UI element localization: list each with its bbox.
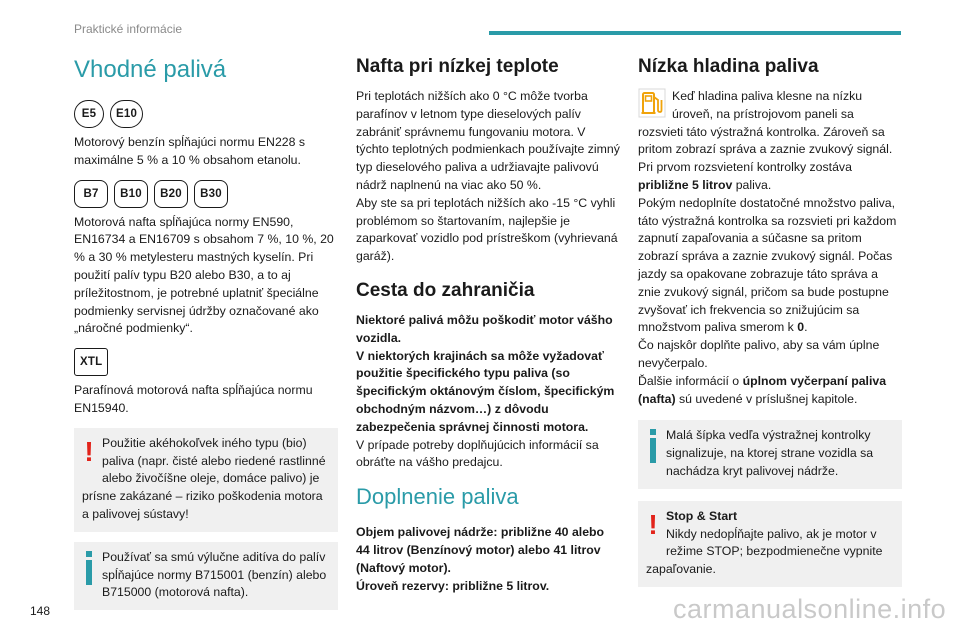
heading-suitable-fuels: Vhodné palivá — [74, 56, 227, 83]
info-icon — [82, 551, 96, 587]
fuel-label-e10: E10 — [110, 100, 143, 128]
text-low-fuel-p5 — [638, 373, 902, 409]
fuel-label-b30: B30 — [194, 180, 228, 208]
warning-text-biofuel: Použitie akéhokoľvek iného typu (bio) paliva (napr. čisté alebo riedené rastlinné alebo živočíšne oleje, domáce palivo) je prísne zakázané – riziko poškodenia motora a palivovej sústavy! — [82, 435, 326, 521]
column-low-fuel — [638, 52, 902, 595]
info-text-additives: Používať sa smú výlučne aditíva do palív spĺňajúce normy B715001 (benzín) alebo B715000 (motorová nafta). — [102, 549, 327, 600]
text-fragment: Pokým nedoplníte dostatočné množstvo paliva, táto výstražná kontrolka sa rozsvieti pri každom zapnutí zapaľovania a súčasne sa pritom zobrazí správa a zaznie zvukový signál. Počas jazdy sa opakovane zobrazuje táto správa a znie zvukový signál, pričom sa bude postupne zvyšovať ich frekvencia so znižujúcim sa množstvom paliva smerom k — [638, 195, 897, 335]
fuel-label-e5: E5 — [74, 100, 104, 128]
fuel-label-b10: B10 — [114, 180, 148, 208]
text-travel-abroad-bold: Niektoré palivá môžu poškodiť motor vášho vozidla. V niektorých krajinách sa môže vyžadovať použitie špecifického typu paliva (so špecifickým oktánovým číslom, špecifickým obchodným názvom…) z dôvodu zabezpečenia správnej činnosti motora. — [356, 312, 615, 434]
text-fragment-bold: 0 — [797, 320, 805, 335]
column-diesel-travel-refuel — [356, 52, 620, 595]
exclamation-icon: ! — [648, 508, 658, 540]
fuel-labels-b — [74, 180, 338, 208]
warning-text-stop-start: Nikdy nedopĺňajte palivo, ak je motor v režime STOP; bezpodmienečne vypnite zapaľovanie. — [646, 526, 883, 577]
header-accent-bar — [489, 31, 901, 35]
text-low-fuel-p3 — [638, 195, 902, 337]
text-fragment-bold: úplnom vyčerpaní paliva (nafta) — [638, 373, 887, 406]
fuel-label-b20: B20 — [154, 180, 188, 208]
info-icon — [646, 429, 660, 465]
text-low-fuel-p1: Keď hladina paliva klesne na nízku úroveň, na prístrojovom paneli sa rozsvieti táto výstražná kontrolka. Zároveň sa pritom zobrazí správa a zaznie zvukový signál. — [638, 89, 893, 157]
exclamation-icon: ! — [84, 435, 94, 467]
heading-diesel-low-temp: Nafta pri nízkej teplote — [356, 56, 559, 77]
heading-low-fuel: Nízka hladina paliva — [638, 56, 819, 77]
warning-box-stop-start — [638, 501, 902, 587]
text-travel-abroad: V prípade potreby doplňujúcich informácií sa obráťte na vášho predajcu. — [356, 437, 599, 470]
section-title: Praktické informácie — [74, 22, 183, 36]
text-paraffinic-diesel: Parafínová motorová nafta spĺňajúca normu EN15940. — [74, 383, 313, 415]
text-diesel-low-temp: Pri teplotách nižších ako 0 °C môže tvorba parafínov v letnom type dieselových palív zabrániť správnemu fungovaniu motora. V týchto teplotných podmienkach používajte zimný typ dieselového paliva a udržiavajte palivovú nádrž naplnenú na viac ako 50 %. — [356, 89, 620, 192]
column-suitable-fuels — [74, 52, 338, 618]
page-number: 148 — [30, 604, 51, 618]
fuel-label-xtl: XTL — [74, 348, 108, 376]
info-text-fuel-flap: Malá šípka vedľa výstražnej kontrolky signalizuje, na ktorej strane vozidla sa nachádza kryt palivovej nádrže. — [666, 428, 874, 478]
info-box-fuel-flap — [638, 420, 902, 488]
warning-box-biofuel — [74, 428, 338, 532]
text-diesel-standard: Motorová nafta spĺňajúca normy EN590, EN16734 a EN16709 s obsahom 7 %, 10 %, 20 % a 30 % metylesteru mastných kyselín. Pri použití palív typu B20 alebo B30, a to aj príležitostnom, je potrebné uplatniť špeciálne podmienky servisnej údržby označované ako „náročné podmienky“. — [74, 214, 334, 336]
watermark: carmanualsonline.info — [673, 594, 947, 624]
info-box-additives — [74, 542, 338, 610]
heading-refuelling: Doplnenie paliva — [356, 484, 519, 510]
text-fragment: paliva. — [732, 177, 772, 192]
text-petrol-standard: Motorový benzín spĺňajúci normu EN228 s maximálne 5 % a 10 % obsahom etanolu. — [74, 135, 306, 167]
heading-travel-abroad: Cesta do zahraničia — [356, 279, 535, 301]
text-fragment: Ďalšie informácií o — [638, 373, 743, 388]
text-fragment: Pri prvom rozsvietení kontrolky zostáva — [638, 160, 852, 175]
text-fragment: . — [804, 320, 808, 335]
fuel-label-b7: B7 — [74, 180, 108, 208]
text-low-fuel-intro — [638, 88, 902, 159]
text-tank-capacity: Objem palivovej nádrže: približne 40 alebo 44 litrov (Benzínový motor) alebo 41 litrov (Naftový motor). Úroveň rezervy: približne 5 litrov. — [356, 525, 605, 593]
fuel-labels-e — [74, 100, 338, 128]
fuel-pump-warning-icon — [638, 88, 666, 120]
text-low-fuel-p4: Čo najskôr doplňte palivo, aby sa vám úplne nevyčerpalo. — [638, 338, 880, 370]
text-fragment-bold: približne 5 litrov — [638, 177, 733, 192]
fuel-labels-xtl — [74, 348, 338, 376]
text-diesel-low-temp-2: Aby ste sa pri teplotách nižších ako -15 °C vyhli problémom so štartovaním, najlepšie je zaparkovať vozidlo pod prístreškom (vyhrievaná garáž). — [356, 195, 618, 264]
text-fragment: sú uvedené v príslušnej kapitole. — [675, 391, 858, 406]
warning-title-stop-start: Stop & Start — [666, 508, 738, 523]
text-low-fuel-p2 — [638, 159, 902, 195]
